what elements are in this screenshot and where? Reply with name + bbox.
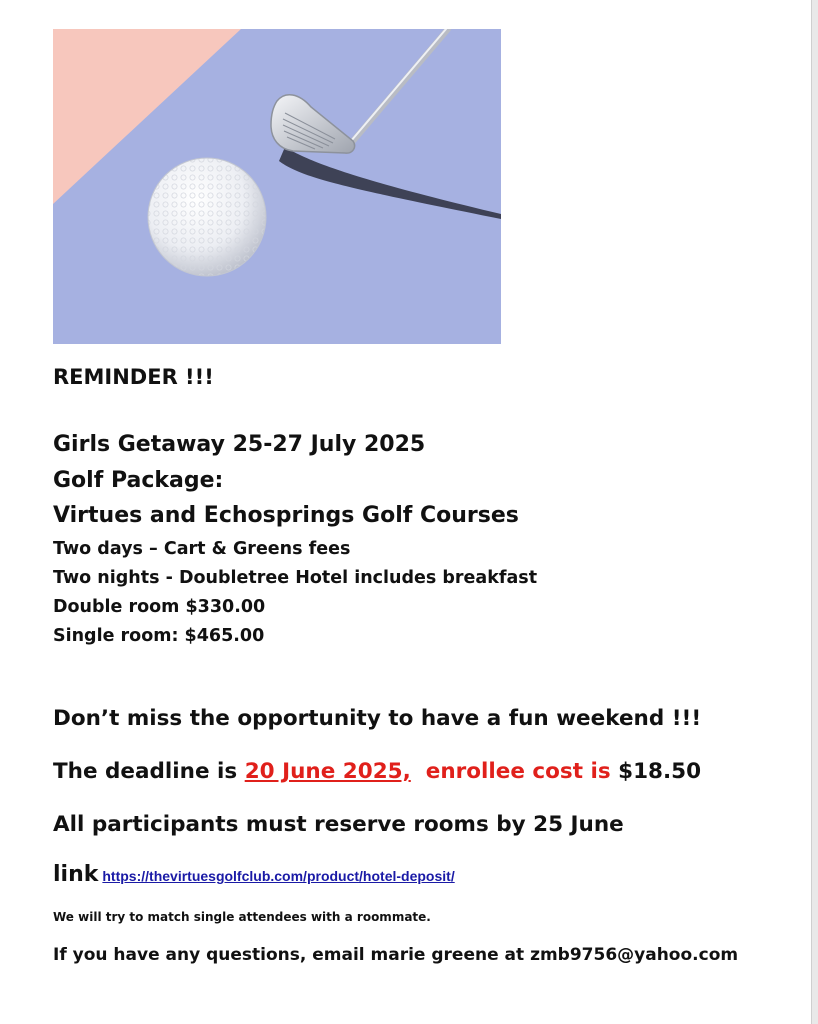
reminder-heading: REMINDER !!! (53, 365, 214, 389)
event-title: Girls Getaway 25-27 July 2025 (53, 432, 426, 457)
link-label: link (53, 862, 99, 887)
questions-contact: If you have any questions, email marie greene at zmb9756@yahoo.com (53, 945, 739, 965)
hero-image (53, 29, 501, 344)
deadline-prefix: The deadline is (53, 759, 245, 784)
reserve-rooms-line: All participants must reserve rooms by 25 June (53, 812, 624, 837)
package-detail-days: Two days – Cart & Greens fees (53, 539, 351, 559)
roommate-note: We will try to match single attendees with a roommate. (53, 910, 431, 924)
enrollee-cost-label: enrollee cost is (410, 759, 619, 784)
opportunity-line: Don’t miss the opportunity to have a fun weekend !!! (53, 706, 702, 731)
deadline-line (53, 759, 701, 784)
hotel-deposit-link[interactable]: https://thevirtuesgolfclub.com/product/hotel-deposit/ (102, 868, 455, 884)
package-detail-nights: Two nights - Doubletree Hotel includes breakfast (53, 568, 538, 588)
single-room-price: Single room: $465.00 (53, 626, 265, 646)
link-line (53, 862, 455, 887)
page-edge (811, 0, 818, 1024)
double-room-price: Double room $330.00 (53, 597, 266, 617)
golf-courses: Virtues and Echosprings Golf Courses (53, 503, 519, 528)
enrollee-cost: $18.50 (618, 759, 702, 784)
package-label: Golf Package: (53, 468, 224, 493)
deadline-date: 20 June 2025, (244, 759, 411, 784)
golf-ball-and-club-icon (53, 29, 501, 344)
